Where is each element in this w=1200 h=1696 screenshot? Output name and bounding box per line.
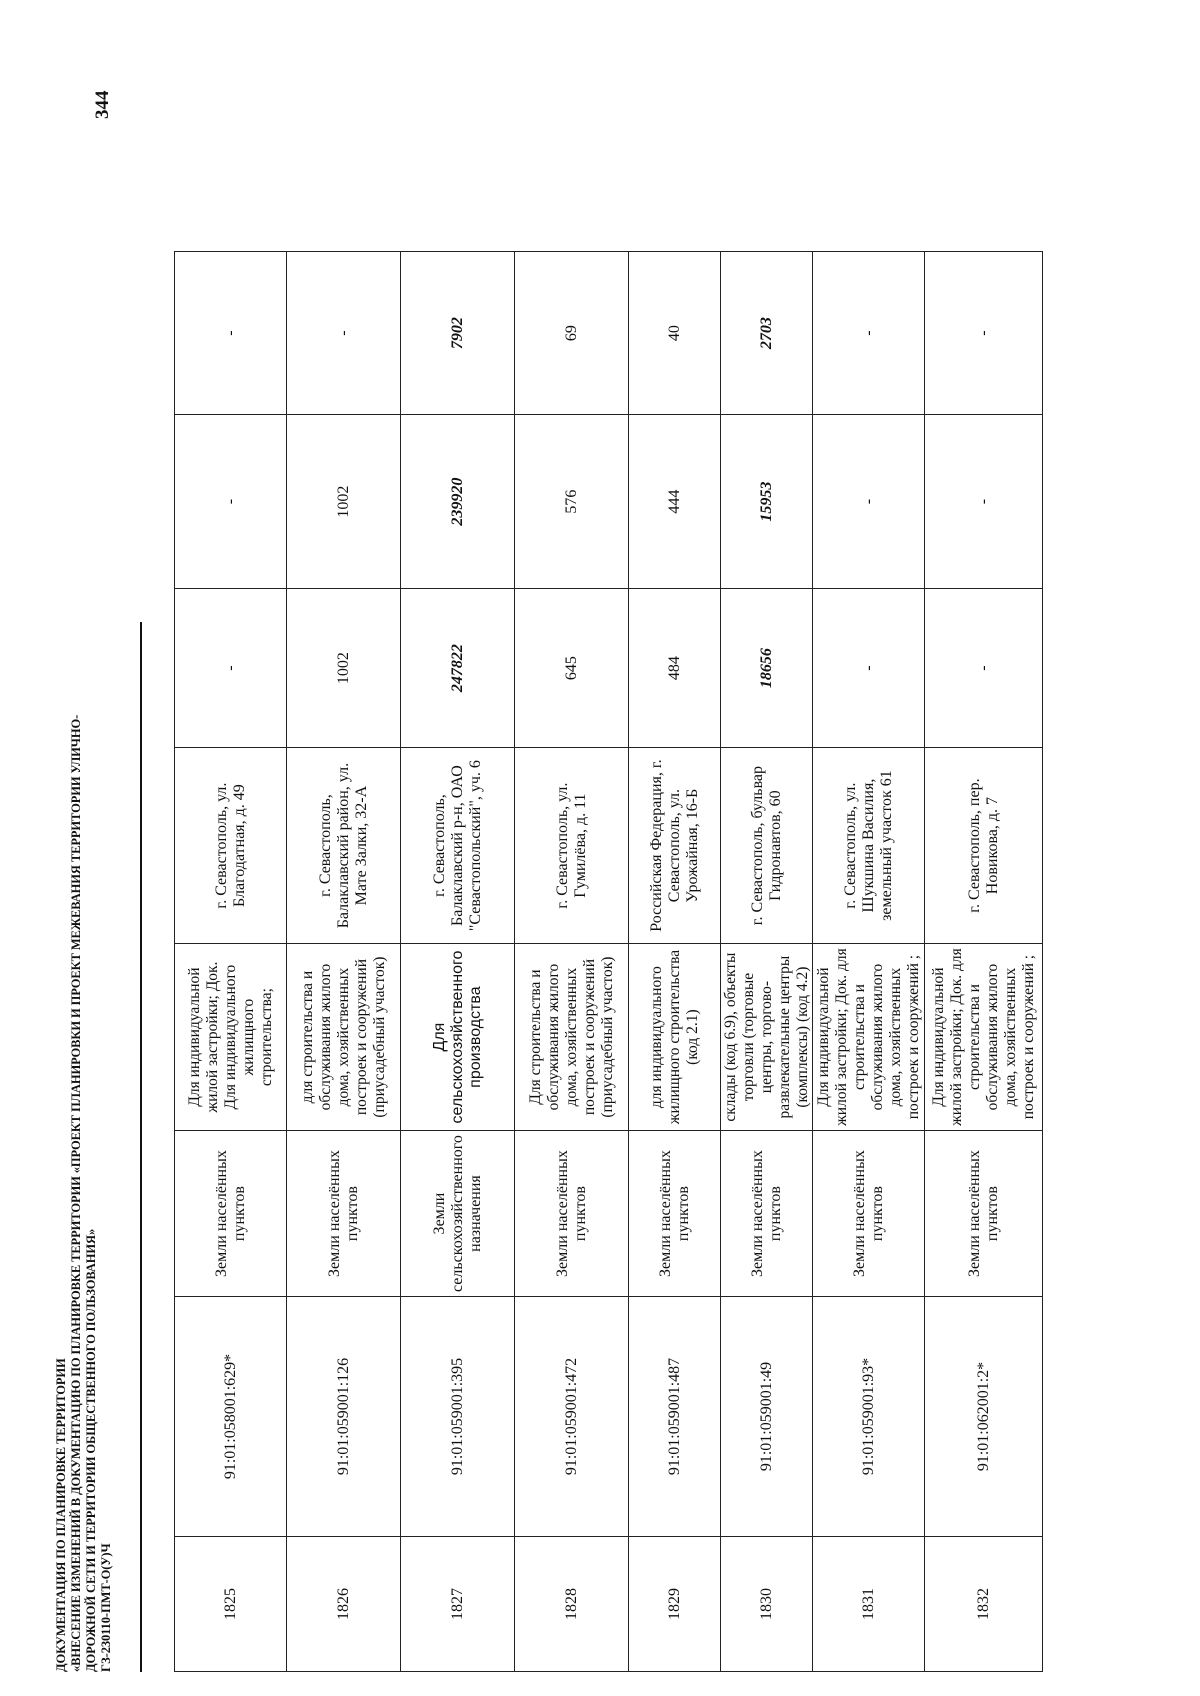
cadastral-number: 91:01:058001:629* <box>175 1297 287 1537</box>
area-total: 645 <box>515 589 629 748</box>
area-total: - <box>813 589 925 748</box>
address: г. Севастополь, Балаклавский район, ул. Мате Залки, 32-А <box>287 748 401 944</box>
permitted-use: Для индивидуальной жилой застройки; Док. для строительства и обслуживания жилого дома, хозяйственных построек и сооружений ; <box>925 944 1043 1131</box>
cadastral-number: 91:01:059001:395 <box>401 1297 515 1537</box>
area-part: - <box>175 415 287 589</box>
table-row <box>629 252 721 1672</box>
cadastral-number: 91:01:059001:126 <box>287 1297 401 1537</box>
address: г. Севастополь, ул. Благодатная, д. 49 <box>175 748 287 944</box>
area-remainder: 7902 <box>401 252 515 415</box>
row-number: 1831 <box>813 1537 925 1672</box>
area-total: - <box>925 589 1043 748</box>
row-number: 1826 <box>287 1537 401 1672</box>
land-category: Земли населённых пунктов <box>629 1131 721 1297</box>
cadastral-number: 91:01:059001:49 <box>721 1297 813 1537</box>
area-remainder: - <box>813 252 925 415</box>
cadastral-number: 91:01:059001:93* <box>813 1297 925 1537</box>
cadastral-number: 91:01:062001:2* <box>925 1297 1043 1537</box>
table-row <box>925 252 1043 1672</box>
land-category: Земли населённых пунктов <box>175 1131 287 1297</box>
row-number: 1832 <box>925 1537 1043 1672</box>
table-row <box>515 252 629 1672</box>
permitted-use: для строительства и обслуживания жилого дома, хозяйственных построек и сооружений (приусадебный участок) <box>287 944 401 1131</box>
address: г. Севастополь, бульвар Гидронавтов, 60 <box>721 748 813 944</box>
area-total: 247822 <box>401 589 515 748</box>
land-category: Земли населённых пунктов <box>721 1131 813 1297</box>
area-part: 1002 <box>287 415 401 589</box>
area-part: - <box>925 415 1043 589</box>
address: г. Севастополь, пер. Новикова, д. 7 <box>925 748 1043 944</box>
row-number: 1829 <box>629 1537 721 1672</box>
cadastral-number: 91:01:059001:487 <box>629 1297 721 1537</box>
area-part: 576 <box>515 415 629 589</box>
area-total: 484 <box>629 589 721 748</box>
address: г. Севастополь, ул. Гумилёва, д. 11 <box>515 748 629 944</box>
area-total: - <box>175 589 287 748</box>
area-remainder: 40 <box>629 252 721 415</box>
land-plot-table <box>174 251 1043 1672</box>
land-category: Земли населённых пунктов <box>515 1131 629 1297</box>
page-number: 344 <box>92 90 113 119</box>
area-total: 18656 <box>721 589 813 748</box>
permitted-use: Для индивидуальной жилой застройки; Док. Для индивидуального жилищного строительства; <box>175 944 287 1131</box>
area-part: 15953 <box>721 415 813 589</box>
address: г. Севастополь, ул. Шукшина Василия, земельный участок 61 <box>813 748 925 944</box>
header-divider <box>140 622 142 1672</box>
cadastral-number: 91:01:059001:472 <box>515 1297 629 1537</box>
table-row <box>721 252 813 1672</box>
area-part: - <box>813 415 925 589</box>
area-part: 239920 <box>401 415 515 589</box>
header-line: ГЗ-230110-ПМТ-О(У)Ч <box>99 1543 113 1672</box>
area-remainder: 2703 <box>721 252 813 415</box>
land-category: Земли населённых пунктов <box>287 1131 401 1297</box>
row-number: 1825 <box>175 1537 287 1672</box>
area-remainder: - <box>175 252 287 415</box>
land-category: Земли сельскохозяйственного назначения <box>401 1131 515 1297</box>
table-row <box>813 252 925 1672</box>
area-remainder: 69 <box>515 252 629 415</box>
row-number: 1830 <box>721 1537 813 1672</box>
header-line: ДОРОЖНОЙ СЕТИ И ТЕРРИТОРИИ ОБЩЕСТВЕННОГО ПОЛЬЗОВАНИЯ» <box>84 1228 98 1672</box>
permitted-use: Для индивидуальной жилой застройки; Док. для строительства и обслуживания жилого дома, хозяйственных построек и сооружений ; <box>813 944 925 1131</box>
table-row <box>401 252 515 1672</box>
land-category: Земли населённых пунктов <box>813 1131 925 1297</box>
permitted-use: Для строительства и обслуживания жилого дома, хозяйственных построек и сооружений (приусадебный участок) <box>515 944 629 1131</box>
area-remainder: - <box>925 252 1043 415</box>
permitted-use: для индивидуального жилищного строительства (код 2.1) <box>629 944 721 1131</box>
address: Российская Федерация, г. Севастополь, ул. Урожайная, 16-Б <box>629 748 721 944</box>
area-part: 444 <box>629 415 721 589</box>
area-remainder: - <box>287 252 401 415</box>
row-number: 1827 <box>401 1537 515 1672</box>
table-row <box>175 252 287 1672</box>
permitted-use: Для сельскохозяйственного производства <box>401 944 515 1131</box>
table-row <box>287 252 401 1672</box>
land-category: Земли населённых пунктов <box>925 1131 1043 1297</box>
area-total: 1002 <box>287 589 401 748</box>
document-header <box>54 72 114 1672</box>
address: г. Севастополь, Балаклавский р-н, ОАО "Севастопольский", уч. 6 <box>401 748 515 944</box>
header-line: ДОКУМЕНТАЦИЯ ПО ПЛАНИРОВКЕ ТЕРРИТОРИИ <box>54 1358 68 1672</box>
header-line: «ВНЕСЕНИЕ ИЗМЕНЕНИЙ В ДОКУМЕНТАЦИЮ ПО ПЛАНИРОВКЕ ТЕРРИТОРИИ «ПРОЕКТ ПЛАНИРОВКИ И ПРОЕКТ МЕЖЕВАНИЯ ТЕРРИТОРИИ УЛИЧНО- <box>69 714 83 1672</box>
row-number: 1828 <box>515 1537 629 1672</box>
permitted-use: склады (код 6.9), объекты торговли (торговые центры, торгово-развлекательные центры (комплексы) (код 4.2) <box>721 944 813 1131</box>
table-body <box>175 252 1043 1672</box>
